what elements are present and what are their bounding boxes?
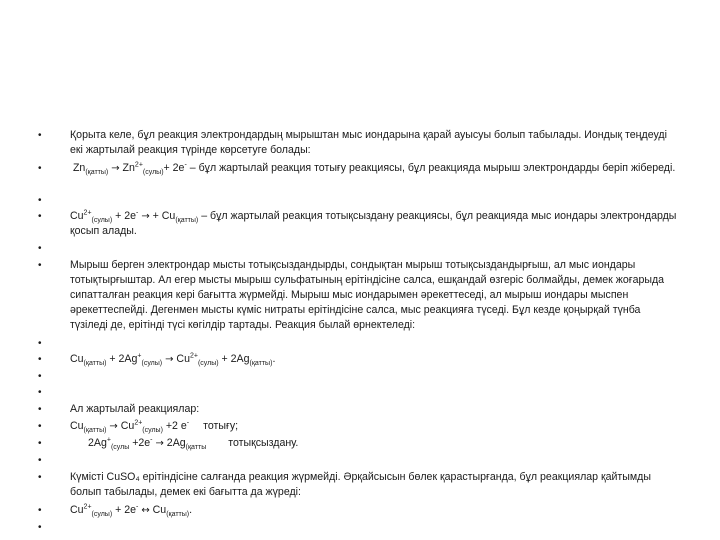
silver-reaction-equation: $Cu_{(қатты)} + 2Ag^+_{(сулы)} \to Cu^{2+}_{(сулы)} + 2Ag_{(қатты)}$. — [70, 352, 276, 368]
bullet: • — [38, 243, 42, 254]
bullet: • — [38, 421, 42, 432]
bullet: • — [38, 522, 42, 533]
bullet: • — [38, 195, 42, 206]
arrow-icon: → — [165, 354, 174, 365]
zinc-oxidation-equation: $Zn_{(қатты)} \to Zn^{2+}_{(сулы)}+ 2e^-$ – бұл жартылай реакция тотығу реакциясы, бұл реакцияда мырыш электрондарды беріп жібереді. — [72, 161, 676, 177]
bullet: • — [38, 438, 42, 449]
copper-oxidation-half-reaction: $Cu_{(қатты)} \to Cu^{2+}_{(сулы)} +2$ e- тотығу; — [70, 419, 239, 435]
reversible-equation: $Cu^{2+}_{(сулы)} + 2e^-$ ↔ $Cu_{(қатты)}$. — [70, 503, 193, 519]
half-reactions-heading: Ал жартылай реакциялар: — [70, 403, 200, 415]
bullet: • — [38, 472, 42, 483]
conclusion-paragraph: Қорыта келе, бұл реакция электрондардың мырыштан мыс иондарына қарай ауысуы болып табылады. Иондық теңдеуді екі жартылай реакция түрінде көрсетуге болады: — [70, 129, 667, 156]
bullet: • — [38, 354, 42, 365]
bullet: • — [38, 130, 42, 141]
bullet: • — [38, 387, 42, 398]
bullet: • — [38, 163, 42, 174]
bullet: • — [38, 505, 42, 516]
arrow-icon: → — [155, 438, 164, 449]
bullet: • — [38, 260, 42, 271]
bullet: • — [38, 211, 42, 222]
bullet: • — [38, 455, 42, 466]
double-arrow-icon: ↔ — [141, 505, 150, 516]
explanation-paragraph: Мырыш берген электрондар мысты тотықсыздандырды, сондықтан мырыш тотықсыздандырғыш, ал мыс иондары тотықтырғыштар. Ал егер мысты мырыш сульфатының ерітіндісіне салса, ешқандай өзгеріс болмайды, демек жоғарыда сипатталған реакция кері бағытта жүрмейді. Мырыш мыс иондарымен әрекеттеседі, ал мырыш иондары мыспен әрекеттеспейді. Дегенмен мысты күміс нитраты ерітіндісіне салса, мыс реакцияға түседі. Бұл кезде қоңырқай түнба түзіледі де, ерітінді түсі көгілдір тартады. Реакция былай өрнектеледі: — [70, 259, 665, 331]
arrow-icon: → — [141, 211, 150, 222]
copper-reduction-equation: $Cu^{2+}_{(сулы)} + 2e^-$ → + $Cu_{(қатты)}$ – бұл жартылай реакция тотықсыздану реакциясы, бұл реакцияда мыс иондары электрондарды қосып алады. — [70, 209, 677, 237]
bullet: • — [38, 338, 42, 349]
silver-reduction-half-reaction: $2Ag^+_{(сулы} +2e^- \to 2Ag_{(қатты}$ тотықсыздану. — [88, 436, 299, 452]
bullet: • — [38, 404, 42, 415]
silver-no-reaction-paragraph: Күмісті CuSO₄ ерітіндісіне салғанда реакция жүрмейді. Әрқайсысын бөлек қарастырғанда, бұл реакциялар қайтымды болып табылады, демек екі бағытта да жүреді: — [70, 471, 651, 498]
arrow-icon: → — [109, 421, 118, 432]
bullet: • — [38, 371, 42, 382]
arrow-icon: → — [111, 163, 120, 174]
